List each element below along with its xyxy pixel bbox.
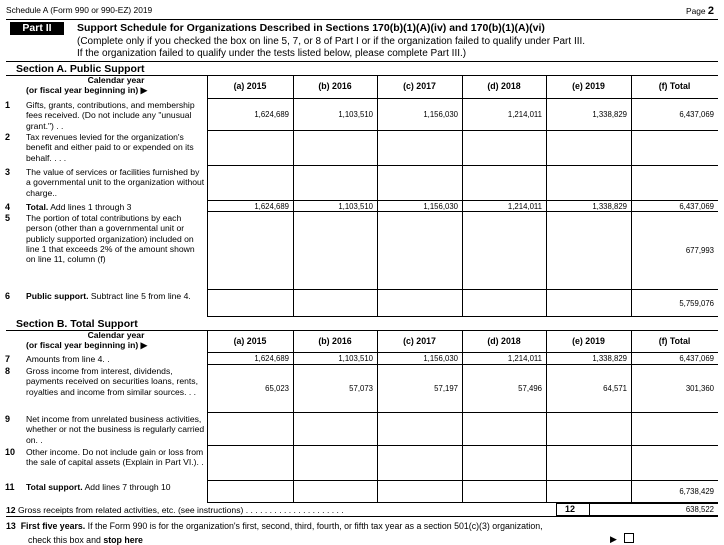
sectionB-cell-value: 1,156,030 bbox=[423, 354, 458, 363]
sectionA-column-header: (d) 2018 bbox=[487, 81, 521, 91]
sectionA-row-number: 4 bbox=[5, 202, 11, 212]
sectionB-row-description bbox=[26, 366, 206, 397]
line-12 bbox=[6, 505, 344, 515]
sectionB-cell-value: 1,103,510 bbox=[338, 354, 373, 363]
sectionB-row-text: Amounts from line 4. . bbox=[26, 354, 110, 364]
sectionB-data-cell[interactable] bbox=[207, 481, 293, 503]
sectionB-data-cell[interactable] bbox=[462, 446, 546, 481]
sectionA-data-cell[interactable] bbox=[462, 166, 546, 201]
part-rule bbox=[6, 61, 718, 62]
sectionB-data-cell[interactable] bbox=[207, 413, 293, 446]
sectionB-cell-value: 1,214,011 bbox=[507, 354, 542, 363]
sectionA-row-number: 3 bbox=[5, 167, 11, 177]
sectionA-column-header: (f) Total bbox=[658, 81, 691, 91]
sectionB-cell-value: 57,073 bbox=[349, 384, 373, 393]
sectionA-cell-value: 6,437,069 bbox=[679, 201, 714, 211]
sectionB-data-cell[interactable] bbox=[377, 446, 462, 481]
sectionA-column-header: (c) 2017 bbox=[403, 81, 436, 91]
sectionB-data-cell[interactable] bbox=[293, 481, 377, 503]
sectionB-cell-value: 57,197 bbox=[434, 384, 458, 393]
part-title: Support Schedule for Organizations Described in Sections 170(b)(1)(A)(iv) and 170(b)(1)(A)(vi) bbox=[77, 22, 545, 34]
section-a-title: Section A. Public Support bbox=[16, 63, 145, 75]
sectionA-cell-value: 1,103,510 bbox=[338, 201, 373, 211]
sectionA-data-cell[interactable] bbox=[293, 131, 377, 166]
sectionA-data-cell[interactable] bbox=[377, 290, 462, 317]
line-13-text: If the Form 990 is for the organization's first, second, third, fourth, or fifth tax year as a section 501(c)(3) organization, bbox=[85, 521, 543, 531]
sectionA-data-cell[interactable] bbox=[207, 166, 293, 201]
sectionB-data-cell[interactable] bbox=[546, 413, 631, 446]
sectionB-row-description bbox=[26, 447, 206, 468]
sectionA-data-cell[interactable] bbox=[207, 212, 293, 290]
sectionA-data-cell[interactable] bbox=[462, 290, 546, 317]
line-13-text-2: check this box and bbox=[28, 535, 104, 545]
sectionB-row-text: Add lines 7 through 10 bbox=[82, 482, 171, 492]
sectionB-data-cell[interactable] bbox=[631, 446, 718, 481]
sectionA-calendar-year: Calendar year bbox=[87, 75, 145, 85]
sectionB-row-text: Gross income from interest, dividends, payments received on securities loans, rents, royalties and income from similar sources. . . bbox=[26, 366, 198, 397]
sectionA-cell-value: 1,214,011 bbox=[507, 201, 542, 211]
sectionB-cell-value: 6,738,429 bbox=[679, 487, 714, 496]
sectionA-row-bold-label: Public support. bbox=[26, 291, 89, 301]
sectionB-cell-value: 1,624,689 bbox=[254, 354, 289, 363]
first-five-years-checkbox[interactable] bbox=[624, 533, 634, 543]
form-label: Schedule A (Form 990 or 990-EZ) 2019 bbox=[6, 5, 153, 15]
sectionA-cell-value: 1,624,689 bbox=[254, 110, 289, 119]
sectionA-data-cell[interactable] bbox=[462, 131, 546, 166]
sectionB-data-cell[interactable] bbox=[462, 481, 546, 503]
sectionA-row-text: The value of services or facilities furnished by a governmental unit to the organization without charge.. bbox=[26, 167, 205, 198]
sectionA-data-cell[interactable] bbox=[293, 290, 377, 317]
sectionA-data-cell[interactable] bbox=[546, 290, 631, 317]
sectionA-row-number: 2 bbox=[5, 132, 11, 142]
sectionA-row-bold-label: Total. bbox=[26, 202, 49, 212]
sectionB-row-number: 8 bbox=[5, 366, 11, 376]
sectionA-row-text: Subtract line 5 from line 4. bbox=[88, 291, 191, 301]
sectionB-row-bold-label: Total support. bbox=[26, 482, 83, 492]
sectionA-data-cell[interactable] bbox=[207, 131, 293, 166]
sectionB-data-cell[interactable] bbox=[377, 413, 462, 446]
line-12-text: Gross receipts from related activities, etc. (see instructions) . . . . . . . . . . . . . . . . . . . . . bbox=[17, 505, 344, 515]
sectionA-cell-value: 6,437,069 bbox=[679, 110, 714, 119]
page-number-value: 2 bbox=[707, 5, 714, 17]
line-12-number: 12 bbox=[6, 505, 16, 515]
line-13-stop-here: stop here bbox=[103, 535, 143, 545]
sectionB-column-header: (f) Total bbox=[658, 335, 691, 346]
sectionA-column-header: (b) 2016 bbox=[318, 81, 352, 91]
sectionB-cell-value: 6,437,069 bbox=[679, 354, 714, 363]
sectionB-column-header: (c) 2017 bbox=[403, 335, 436, 346]
sectionB-cell-value: 57,496 bbox=[518, 384, 542, 393]
sectionB-column-header: (d) 2018 bbox=[487, 335, 521, 346]
sectionA-row-description bbox=[26, 167, 206, 198]
sectionB-fiscal-year: (or fiscal year beginning in) ▶ bbox=[26, 340, 148, 350]
line-12-rule bbox=[6, 516, 718, 517]
line-13-bold: First five years. bbox=[20, 521, 86, 531]
sectionB-column-header: (e) 2019 bbox=[572, 335, 605, 346]
sectionA-data-cell[interactable] bbox=[377, 131, 462, 166]
sectionA-row-number: 5 bbox=[5, 213, 11, 223]
sectionA-data-cell[interactable] bbox=[207, 290, 293, 317]
sectionA-row-number: 1 bbox=[5, 100, 11, 110]
sectionA-row-description bbox=[26, 213, 206, 264]
sectionA-cell-value: 1,103,510 bbox=[338, 110, 373, 119]
sectionB-column-header: (b) 2016 bbox=[318, 335, 352, 346]
sectionB-row-number: 10 bbox=[5, 447, 16, 457]
sectionB-row-description bbox=[26, 482, 206, 492]
section-b-title: Section B. Total Support bbox=[16, 318, 138, 330]
sectionB-row-number: 7 bbox=[5, 354, 11, 364]
sectionA-row-text: The portion of total contributions by each person (other than a governmental unit or publicly supported organization) included on line 1 that exceeds 2% of the amount shown on line 11, column (f) bbox=[26, 213, 195, 265]
sectionA-cell-value: 677,993 bbox=[685, 246, 714, 255]
line-13-number: 13 bbox=[6, 521, 16, 531]
sectionB-row-description bbox=[26, 414, 206, 445]
sectionA-row-number: 6 bbox=[5, 291, 11, 301]
sectionA-data-cell[interactable] bbox=[546, 131, 631, 166]
line-13-arrow-icon: ▶ bbox=[610, 534, 617, 544]
sectionA-year-label bbox=[26, 75, 206, 95]
line-12-amount: 638,522 bbox=[685, 505, 714, 514]
sectionA-cell-value: 5,759,076 bbox=[679, 298, 714, 308]
sectionA-cell-value: 1,338,829 bbox=[592, 110, 627, 119]
sectionA-cell-value: 1,156,030 bbox=[423, 110, 458, 119]
sectionB-data-cell[interactable] bbox=[293, 413, 377, 446]
sectionA-row-description bbox=[26, 291, 206, 301]
sectionB-row-number: 11 bbox=[5, 482, 15, 492]
sectionA-column-header: (e) 2019 bbox=[572, 81, 605, 91]
line-12-box: 12 bbox=[556, 503, 590, 516]
sectionB-row-text: Other income. Do not include gain or loss from the sale of capital assets (Explain in Part VI.). . bbox=[26, 447, 204, 468]
sectionA-data-cell[interactable] bbox=[631, 131, 718, 166]
sectionB-data-cell[interactable] bbox=[546, 446, 631, 481]
sectionB-cell-value: 1,338,829 bbox=[592, 354, 627, 363]
sectionA-row-description bbox=[26, 202, 206, 212]
sectionA-data-cell[interactable] bbox=[293, 166, 377, 201]
sectionA-data-cell[interactable] bbox=[377, 166, 462, 201]
sectionB-calendar-year: Calendar year bbox=[87, 330, 145, 340]
sectionB-data-cell[interactable] bbox=[207, 446, 293, 481]
page-prefix: Page bbox=[685, 6, 706, 16]
sectionB-row-number: 9 bbox=[5, 414, 11, 424]
part-instructions-2: If the organization failed to qualify under the tests listed below, please complete Part III.) bbox=[77, 48, 467, 59]
sectionA-data-cell[interactable] bbox=[377, 212, 462, 290]
sectionA-data-cell[interactable] bbox=[546, 212, 631, 290]
sectionB-row-description bbox=[26, 354, 206, 364]
line-13-continued bbox=[28, 535, 143, 545]
sectionA-cell-value: 1,338,829 bbox=[592, 201, 627, 211]
sectionA-row-text: Tax revenues levied for the organization's benefit and either paid to or expended on its behalf. . . . bbox=[26, 132, 194, 163]
page-number bbox=[686, 5, 714, 17]
line-13 bbox=[6, 521, 543, 531]
sectionA-row-description bbox=[26, 100, 206, 131]
sectionA-data-cell[interactable] bbox=[631, 166, 718, 201]
sectionA-data-cell[interactable] bbox=[546, 166, 631, 201]
sectionB-row-text: Net income from unrelated business activities, whether or not the business is regularly carried on. . bbox=[26, 414, 205, 445]
sectionB-data-cell[interactable] bbox=[462, 413, 546, 446]
sectionB-cell-value: 301,360 bbox=[685, 384, 714, 393]
sectionA-column-header: (a) 2015 bbox=[233, 81, 267, 91]
sectionA-data-cell[interactable] bbox=[462, 212, 546, 290]
sectionA-cell-value: 1,214,011 bbox=[507, 110, 542, 119]
sectionB-data-cell[interactable] bbox=[546, 481, 631, 503]
sectionA-row-text: Gifts, grants, contributions, and membership fees received. (Do not include any "unusual grant.") . . bbox=[26, 100, 195, 131]
header-rule bbox=[6, 19, 718, 20]
sectionA-data-cell[interactable] bbox=[293, 212, 377, 290]
sectionB-data-cell[interactable] bbox=[631, 413, 718, 446]
sectionA-row-description bbox=[26, 132, 206, 163]
sectionA-fiscal-year: (or fiscal year beginning in) ▶ bbox=[26, 85, 148, 95]
sectionB-data-cell[interactable] bbox=[377, 481, 462, 503]
sectionA-cell-value: 1,624,689 bbox=[254, 201, 289, 211]
part-badge: Part II bbox=[10, 22, 64, 35]
sectionB-data-cell[interactable] bbox=[293, 446, 377, 481]
part-instructions-1: (Complete only if you checked the box on line 5, 7, or 8 of Part I or if the organization failed to qualify under Part III. bbox=[77, 36, 586, 47]
sectionB-column-header: (a) 2015 bbox=[233, 335, 267, 346]
sectionB-year-label bbox=[26, 330, 206, 350]
sectionB-cell-value: 65,023 bbox=[265, 384, 289, 393]
sectionB-cell-value: 64,571 bbox=[603, 384, 627, 393]
sectionA-cell-value: 1,156,030 bbox=[423, 201, 458, 211]
sectionA-row-text: Add lines 1 through 3 bbox=[48, 202, 132, 212]
